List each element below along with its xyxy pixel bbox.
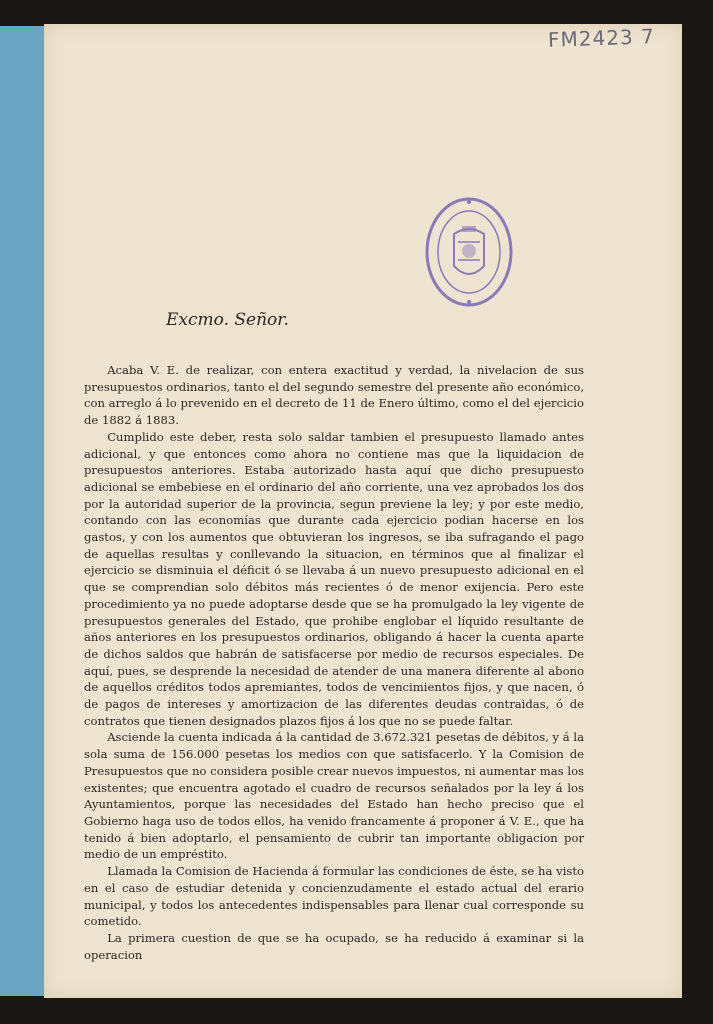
paragraph: Acaba V. E. de realizar, con entera exactitud y verdad, la nivelacion de sus presupuestos ordinarios, tanto el del segundo semestre del presente año económico, con arreglo á lo prevenido en el decreto de 11 de Enero último, como el del ejercicio de 1882 á 1883. bbox=[84, 363, 584, 428]
paragraph: Asciende la cuenta indicada á la cantidad de 3.672.321 pesetas de débitos, y á la sola suma de 156.000 pesetas los medios con que satisfacerlo. Y la Comision de Presupuestos que no considera posible crear nuevos impuestos, ni aumentar mas los existentes; que encuentra agotado el cuadro de recursos señalados por la ley á los Ayuntamientos, porque las necesidades del Estado han hecho preciso que el Gobierno haga uso de todos ellos, ha venido francamente á proponer á V. E., que ha tenido á bien adoptarlo, el pensamiento de cubrir tan importante obligacion por medio de un empréstito. bbox=[84, 730, 584, 862]
paragraph: Llamada la Comision de Hacienda á formular las condiciones de éste, se ha visto en el caso de estudiar detenida y concienzudamente el estado actual del erario municipal, y todos los antecedentes indispensables para llenar cual corresponde su cometido. bbox=[84, 864, 584, 929]
letter-body bbox=[84, 362, 584, 963]
library-seal-stamp-icon bbox=[424, 196, 514, 308]
shelfmark-annotation: FM2423 7 bbox=[547, 24, 656, 52]
salutation: Excmo. Señor. bbox=[166, 310, 289, 330]
paragraph: La primera cuestion de que se ha ocupado, se ha reducido á examinar si la operacion bbox=[84, 930, 584, 962]
paragraph: Cumplido este deber, resta solo saldar tambien el presupuesto llamado antes adicional, y que entonces como ahora no contiene mas que la liquidacion de presupuestos anteriores. Estaba autorizado hasta aquí que dicho presupuesto adicional se embebiese en el ordinario del año corriente, una vez aprobados los dos por la autoridad superior de la provincia, segun previene la ley; y por este medio, contando con las economías que durante cada ejercicio podian hacerse en los gastos, y con los aumentos que obtuvieran los ingresos, se iba sufragando el pago de aquellas resultas y conllevando la situacion, en términos que al finalizar el ejercicio se disminuia el déficit ó se llevaba á un nuevo presupuesto adicional en el que se comprendian solo débitos más recientes ó de menor exijencia. Pero este procedimiento ya no puede adoptarse desde que se ha promulgado la ley vigente de presupuestos generales del Estado, que prohibe englobar el líquido resultante de años anteriores en los presupuestos ordinarios, obligando á hacer la cuenta aparte de dichos saldos que habrán de satisfacerse por medio de recursos especiales. De aquí, pues, se desprende la necesidad de atender de una manera diferente al abono de aquellos créditos todos apremiantes, todos de vencimientos fijos, y que nacen, ó de pagos de intereses y amortizacion de las diferentes deudas contraidas, ó de contratos que tienen designados plazos fijos á los que no se puede faltar. bbox=[84, 429, 584, 728]
book-cover-edge bbox=[0, 26, 50, 996]
